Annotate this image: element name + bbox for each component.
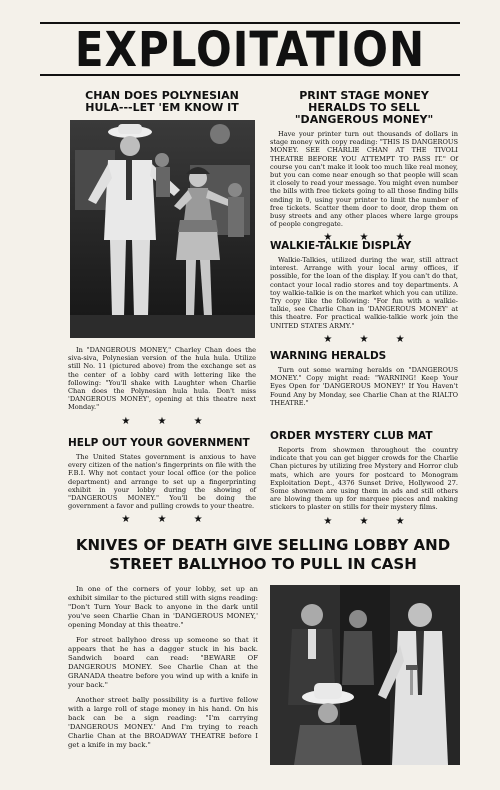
stars-divider: ★ ★ ★: [121, 415, 215, 427]
government-article: [68, 437, 256, 527]
government-headline: HELP OUT YOUR GOVERNMENT: [68, 437, 250, 449]
knives-headline: KNIVES OF DEATH GIVE SELLING LOBBY AND STREET BALLYHOO TO PULL IN CASH: [75, 536, 451, 573]
warning-headline: WARNING HERALDS: [270, 350, 387, 362]
knives-article: [68, 585, 258, 756]
hula-still-photo: [70, 120, 255, 338]
warning-body: Turn out some warning heralds on "DANGEROUS MONEY." Copy might read: "WARNING! Keep Your Eyes Open for 'DANGEROUS MONEY!' If You Haven't Found Any by Monday, see Charlie Chan at the RIALTO THEATRE.": [270, 366, 458, 407]
warning-article: [270, 350, 458, 407]
mystery-article: [270, 430, 458, 529]
hula-caption-block: [68, 346, 256, 429]
hula-caption: In "DANGEROUS MONEY," Charley Chan does the siva-siva, Polynesian version of the hula hula. Utilize still No. 11 (pictured above) from the exchange set as the center of a lobby card with lettering like the following: "You'll shake with Laughter when Charlie Chan does the Polynesian hula hula. Don't miss 'DANGEROUS MONEY', opening at this theatre next Monday.": [68, 346, 256, 412]
stars-divider: ★ ★ ★: [323, 515, 417, 527]
knives-still-photo: [270, 585, 460, 765]
knives-paragraph: In one of the corners of your lobby, set up an exhibit similar to the pictured still with signs reading: "Don't Turn Your Back to anyone in the dark until you've seen Charlie Chan in 'DANGEROUS MONEY,' opening Monday at this theatre.": [68, 585, 258, 629]
stage-money-body: Have your printer turn out thousands of dollars in stage money with copy reading: "THIS IS DANGEROUS MONEY. SEE CHARLIE CHAN AT THE TIVOLI THEATRE BEFORE YOU ATTEMPT TO PASS IT." Of course you can't make it look too much like real money, but you can come near enough so that people will scan it closely to read your message. You might even number the bills with free tickets going to all those finding bills ending in 0, using your printer to limit the number of free tickets. Scatter them door to door, drop them on busy streets and any other places where large groups of people congregate.: [270, 130, 458, 229]
government-body: The United States government is anxious to have every citizen of the nation's fingerprints on file with the F.B.I. Why not contact your local office (or the police department) and arrange to set up a fingerprinting exhibit in your lobby during the showing of "DANGEROUS MONEY." You'll be doing the government a favor and pulling crowds to your theatre.: [68, 453, 256, 511]
stars-divider: ★ ★ ★: [121, 514, 215, 526]
stars-divider: ★ ★ ★: [323, 232, 417, 244]
stage-money-article: [270, 90, 458, 245]
knives-paragraph: Another street bally possibility is a furtive fellow with a large roll of stage money in his hand. On his back can be a sign reading: "I'm carrying 'DANGEROUS MONEY.' And I'm trying to reach Charlie Chan at the BROADWAY THEATRE before I get a knife in my back.": [68, 696, 258, 749]
stage-money-headline: PRINT STAGE MONEY HERALDS TO SELL "DANGEROUS MONEY": [294, 89, 434, 126]
hula-headline: CHAN DOES POLYNESIAN HULA---LET 'EM KNOW IT: [85, 89, 239, 114]
page-title: EXPLOITATION: [74, 20, 426, 78]
walkie-headline: WALKIE-TALKIE DISPLAY: [270, 240, 412, 252]
knives-paragraph: For street ballyhoo dress up someone so that it appears that he has a dagger stuck in his back. Sandwich board can read: "BEWARE OF DANGEROUS MONEY. See Charlie Chan at the GRANADA theatre before you wind up with a knife in your back.": [68, 636, 258, 689]
mystery-headline: ORDER MYSTERY CLUB MAT: [270, 430, 433, 442]
walkie-body: Walkie-Talkies, utilized during the war, still attract interest. Arrange with your local army offices, if possible, for the loan of the display. If you can't do that, contact your local radio stores and toy departments. A toy walkie-talkie is on the market which you can utilize. Try copy like the following: "For fun with a walkie-talkie, see Charlie Chan in 'DANGEROUS MONEY' at this theatre. For practical walkie-talkie work join the UNITED STATES ARMY.": [270, 256, 458, 330]
stars-divider: ★ ★ ★: [323, 333, 417, 345]
masthead: [40, 22, 460, 76]
mystery-body: Reports from showmen throughout the country indicate that you can get bigger crowds for the Charlie Chan pictures by utilizing free Mystery and Horror club mats, which are yours for postcard to Monogram Exploitation Dept., 4376 Sunset Drive, Hollywood 27. Some showmen are using them in ads and still others are blowing them up for marquee pieces and making stickers to plaster on stills for their mystery films.: [270, 446, 458, 512]
walkie-article: [270, 240, 458, 347]
hula-article: [68, 90, 256, 118]
